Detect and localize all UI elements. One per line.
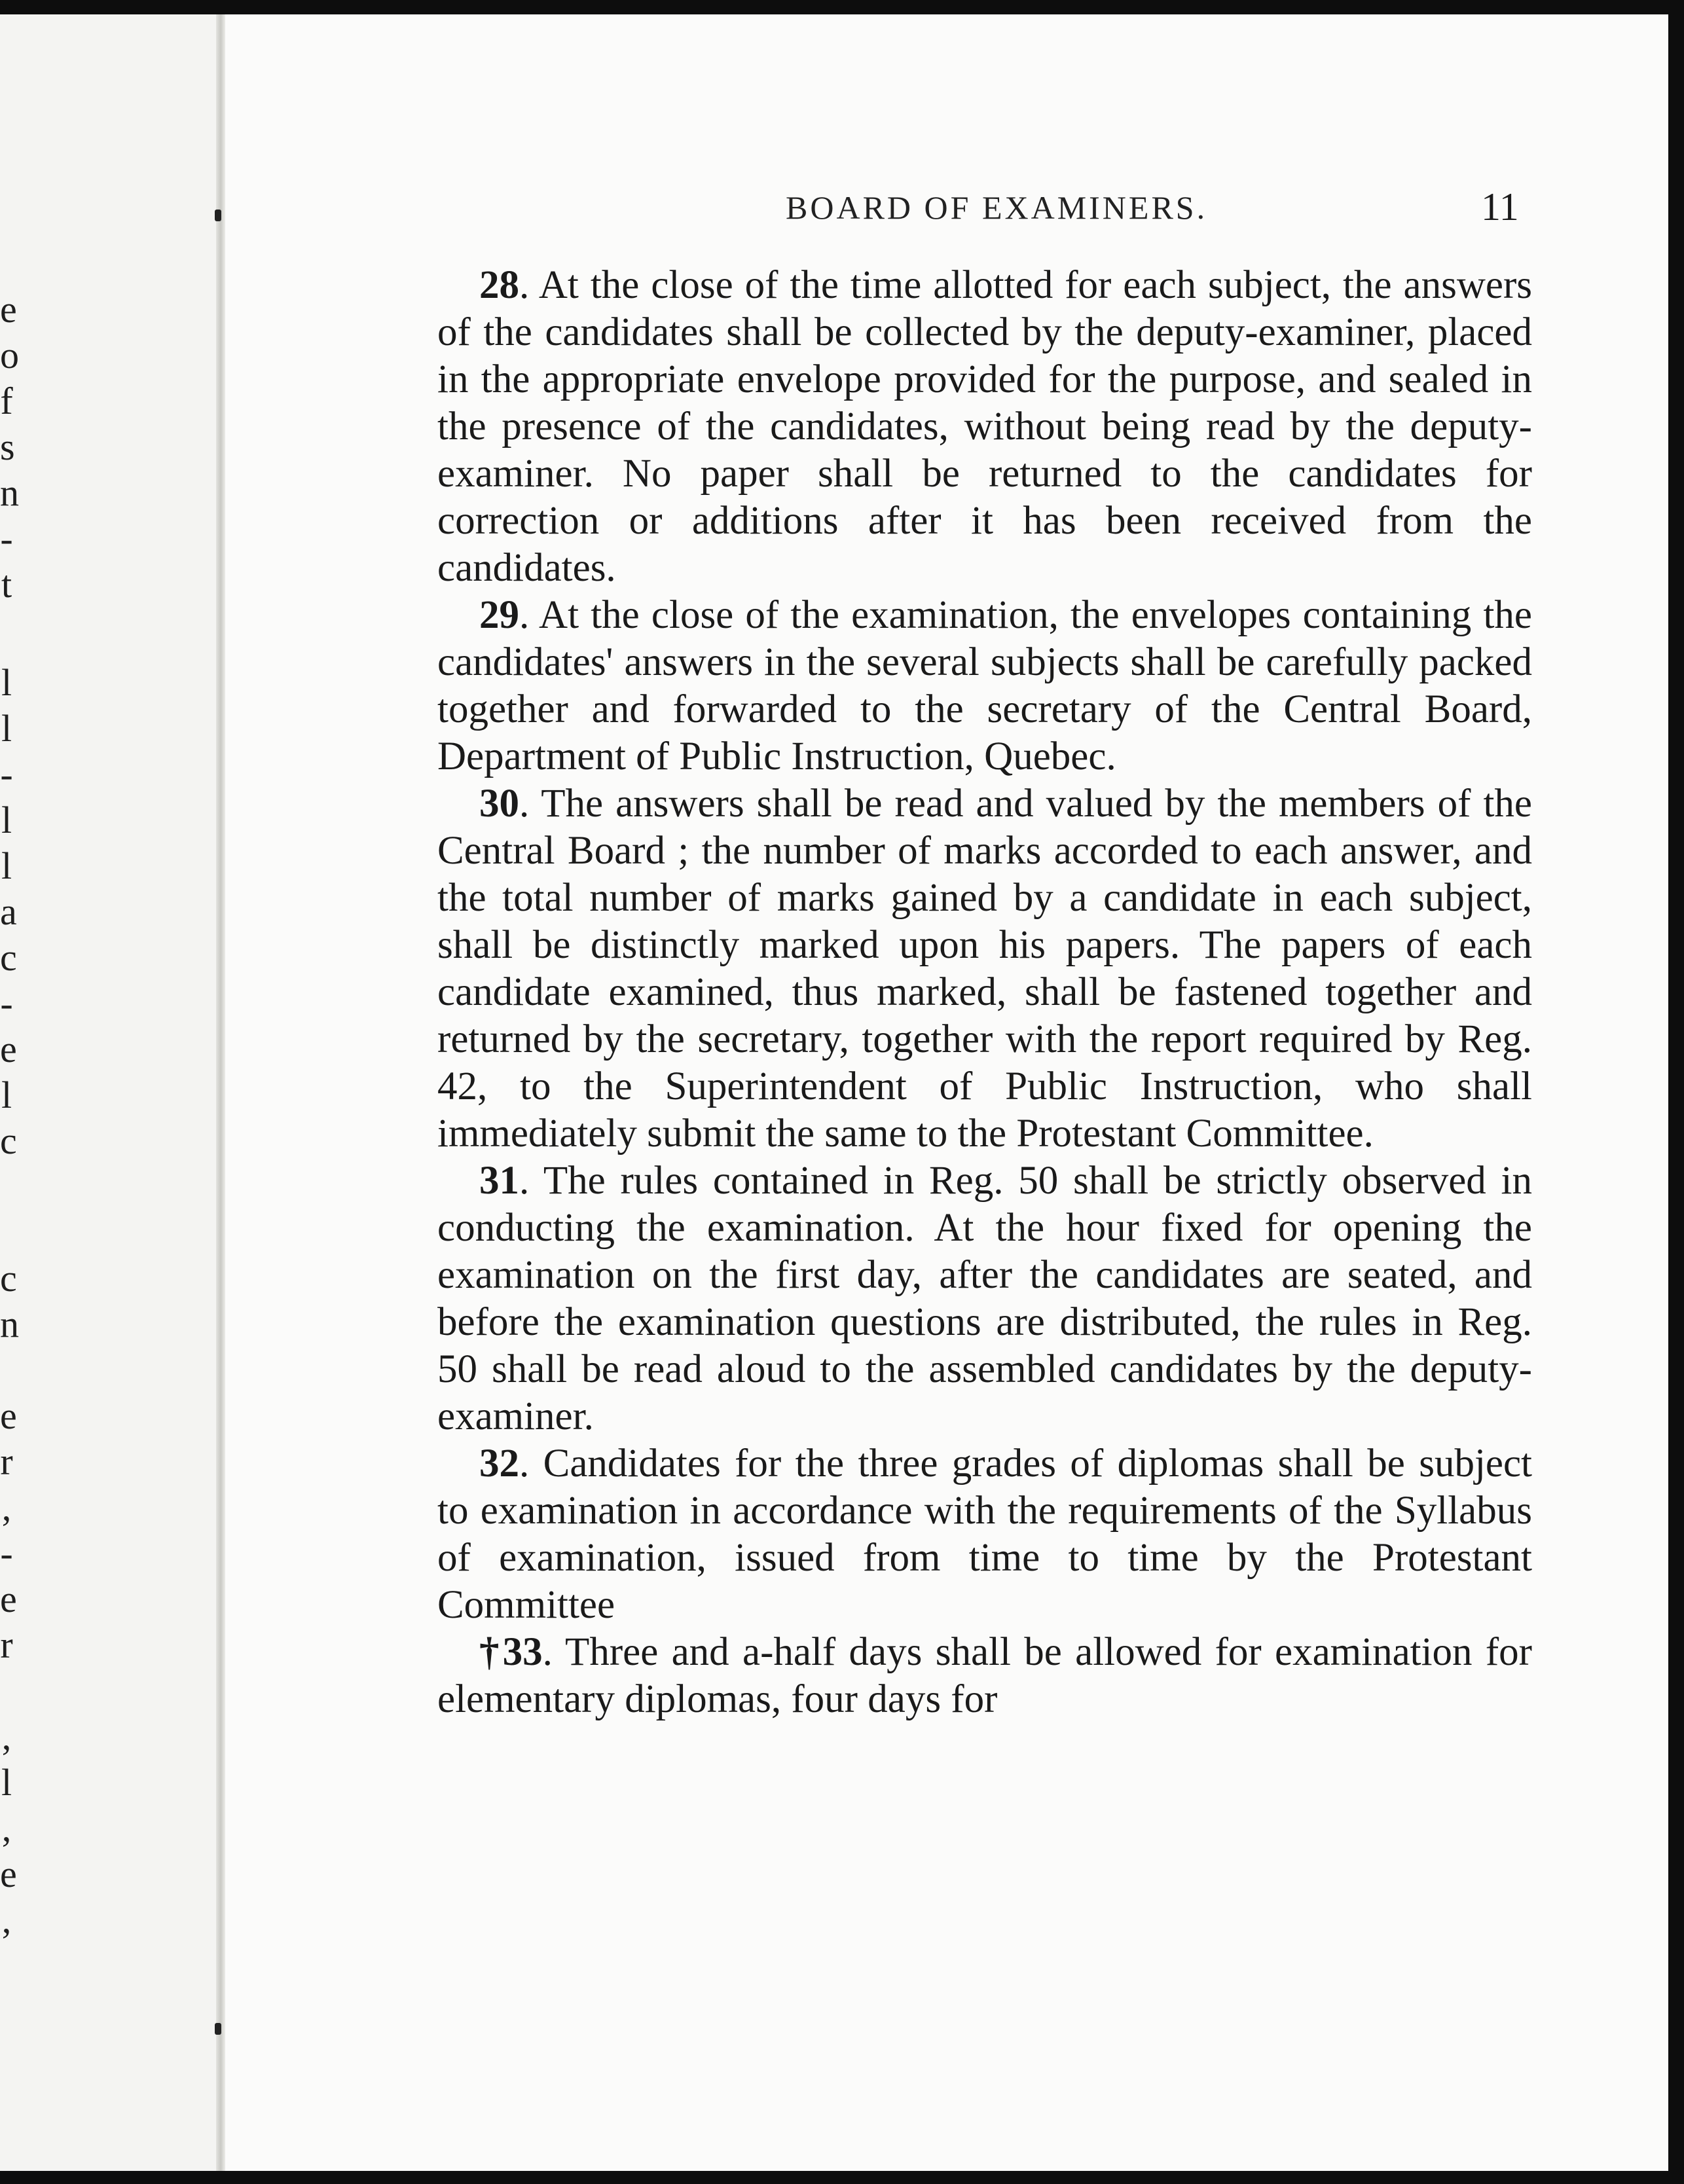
scan-border-right — [1668, 0, 1684, 2184]
regulation-text: . The rules contained in Reg. 50 shall be strictly observed in conducting the examination. At the hour fixed for opening the examination on the first day, after the candidates are seated, and before the examination questions are distributed, the rules in Reg. 50 shall be read aloud to the assembled candidates by the deputy-examiner. — [437, 1159, 1532, 1438]
margin-fragment: - — [0, 753, 13, 795]
margin-fragment: e — [0, 288, 17, 331]
margin-fragment: o — [0, 334, 19, 376]
regulation-paragraph — [437, 592, 1532, 780]
margin-fragment: l — [1, 1074, 12, 1116]
margin-fragment: , — [1, 1899, 12, 1941]
book-gutter — [216, 14, 225, 2171]
margin-fragment: e — [0, 1394, 17, 1437]
margin-fragment: c — [0, 1257, 17, 1300]
margin-fragment: e — [0, 1853, 17, 1895]
gutter-mark — [215, 2023, 221, 2035]
regulation-text: . Candidates for the three grades of diplomas shall be subject to examination in accordance with the requirements of the Syllabus of examination, issued from time to time by the Protestant Committee — [437, 1442, 1532, 1627]
margin-fragment: l — [1, 661, 12, 704]
regulation-text: . Three and a-half days shall be allowed for examination for elementary diplomas, four days for — [437, 1630, 1532, 1721]
regulation-paragraph — [437, 1440, 1532, 1629]
margin-fragment: l — [1, 799, 12, 841]
margin-fragment: e — [0, 1028, 17, 1070]
regulation-paragraph — [437, 262, 1532, 592]
regulation-number: 32 — [479, 1442, 519, 1485]
regulation-paragraph — [437, 1629, 1532, 1723]
margin-fragment: n — [0, 1303, 19, 1345]
regulation-number: †33 — [479, 1630, 543, 1674]
margin-fragment: - — [0, 517, 13, 560]
regulation-paragraph — [437, 780, 1532, 1157]
margin-fragment: r — [0, 1624, 13, 1666]
margin-fragment: e — [0, 1578, 17, 1620]
regulation-text: . At the close of the examination, the envelopes containing the candidates' answers in the several subjects shall be carefully packed together and forwarded to the secretary of the Central Board, Department of Public Instruction, Quebec. — [437, 593, 1532, 778]
margin-fragment: - — [0, 982, 13, 1025]
margin-fragment: l — [1, 845, 12, 887]
page-body — [437, 262, 1532, 1723]
margin-fragment: t — [1, 563, 12, 606]
regulation-number: 28 — [479, 263, 519, 307]
margin-fragment: n — [0, 471, 19, 514]
page-header — [0, 185, 1684, 230]
margin-fragment: r — [0, 1440, 13, 1483]
margin-fragment: f — [0, 380, 13, 422]
regulation-number: 30 — [479, 782, 519, 826]
page-number: 11 — [1481, 185, 1519, 228]
regulation-paragraph — [437, 1157, 1532, 1440]
facing-page-edge — [0, 14, 223, 2171]
scan-border-bottom — [0, 2171, 1684, 2184]
regulation-text: . The answers shall be read and valued by the members of the Central Board ; the number of marks accorded to each answer, and the total number of marks gained by a candidate in each subject, shall be distinctly marked upon his papers. The papers of each candidate examined, thus marked, shall be fastened together and returned by the secretary, together with the report required by Reg. 42, to the Superintendent of Public Instruction, who shall immediately submit the same to the Protestant Committee. — [437, 782, 1532, 1156]
regulation-text: . At the close of the time allotted for each subject, the answers of the candidates shall be collected by the deputy-examiner, placed in the appropriate envelope provided for the purpose, and sealed in the presence of the candidates, without being read by the deputy-examiner. No paper shall be returned to the candidates for correction or additions after it has been received from the candidates. — [437, 263, 1532, 590]
regulation-number: 31 — [479, 1159, 519, 1203]
scan-border-top — [0, 0, 1684, 14]
margin-fragment: a — [0, 890, 17, 933]
running-head: BOARD OF EXAMINERS. — [786, 189, 1208, 226]
margin-fragment: s — [0, 426, 15, 468]
margin-fragment: , — [1, 1807, 12, 1849]
margin-fragment: c — [0, 936, 17, 979]
margin-fragment: l — [1, 1761, 12, 1804]
margin-fragment: , — [1, 1715, 12, 1758]
margin-fragment: , — [1, 1486, 12, 1529]
regulation-number: 29 — [479, 593, 519, 637]
margin-fragment: l — [1, 707, 12, 750]
margin-fragment: c — [0, 1119, 17, 1162]
margin-fragment: - — [0, 1532, 13, 1574]
